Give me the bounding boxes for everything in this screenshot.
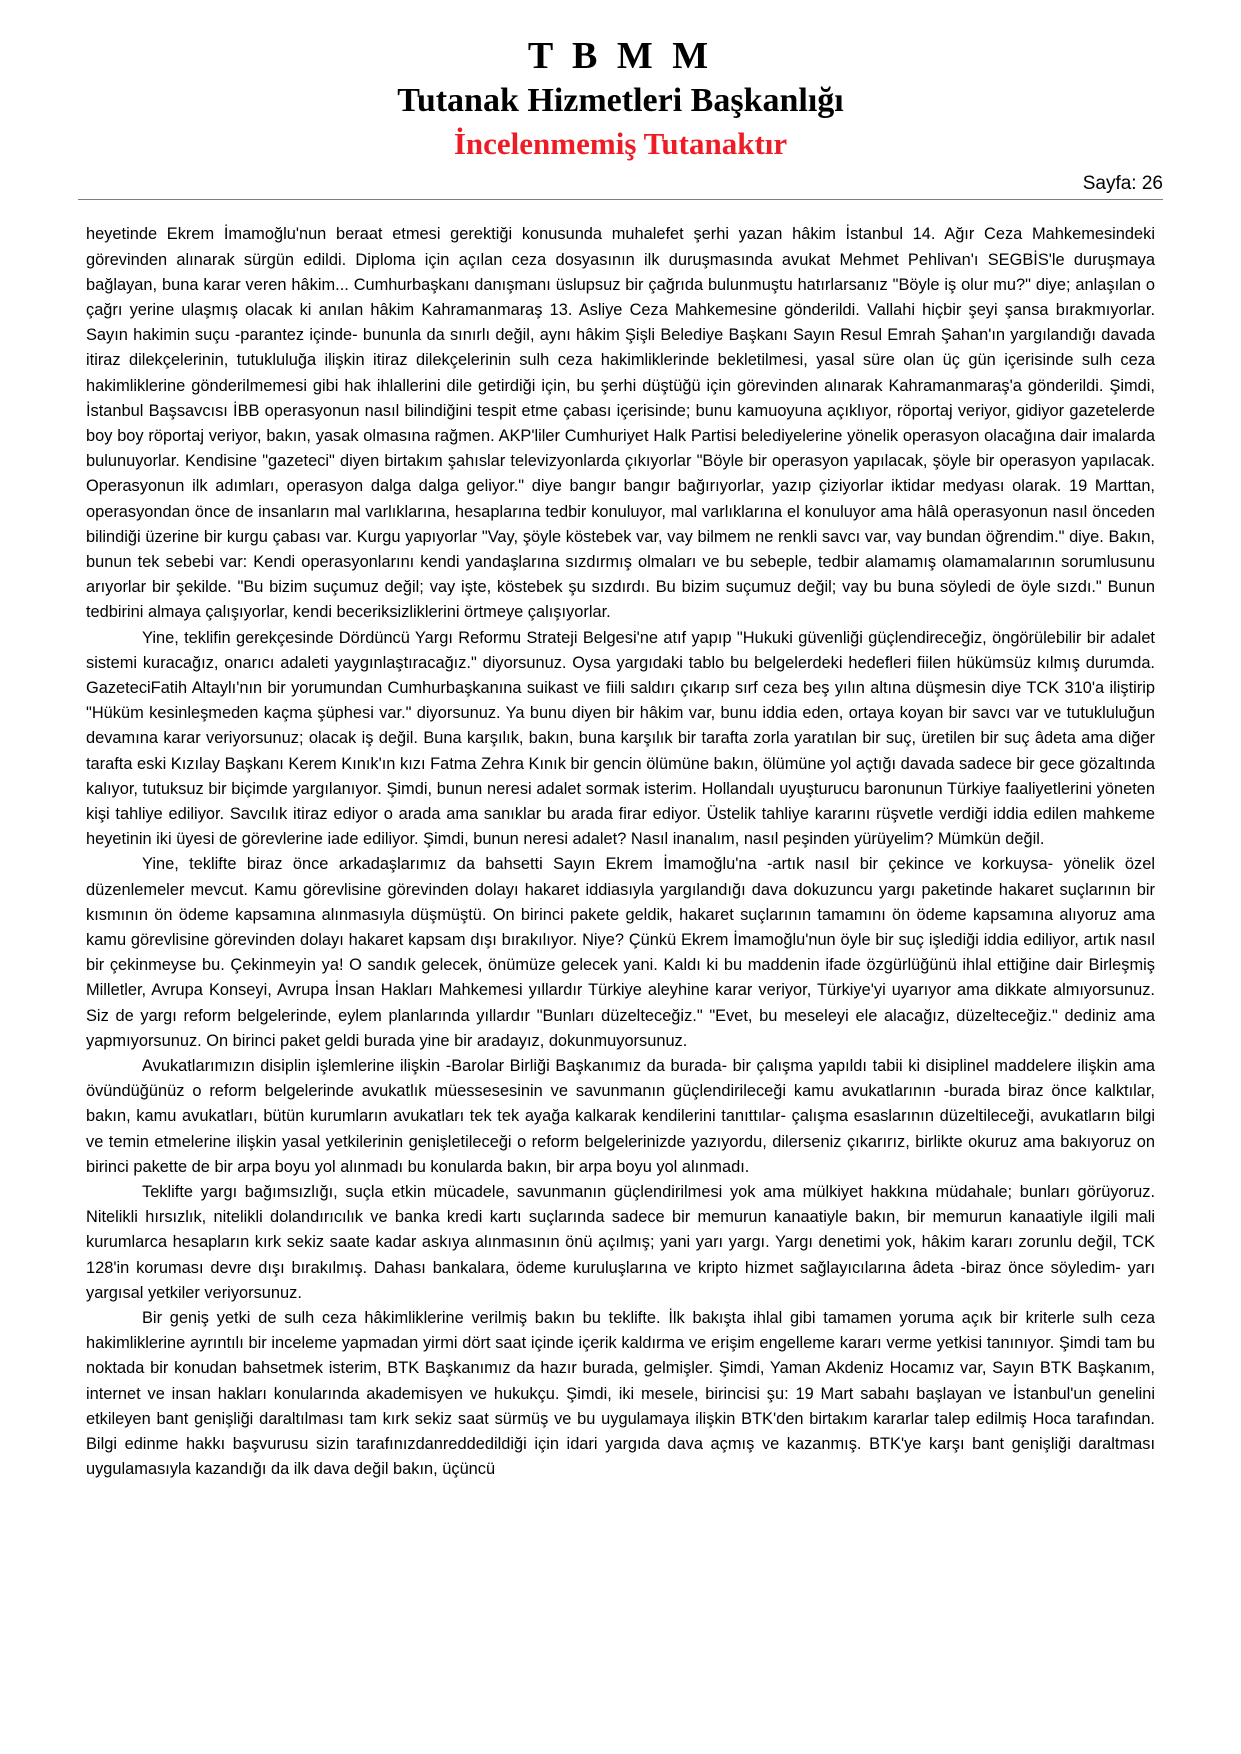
paragraph: Bir geniş yetki de sulh ceza hâkimliklerine verilmiş bakın bu teklifte. İlk bakışta ihlal gibi tamamen yoruma açık bir kriterle sulh ceza hakimliklerine ayrıntılı bir inceleme yapmadan yirmi dört saat içinde içerik kaldırma ve erişim engelleme kararı verme yetkisi tanınıyor. Şimdi tam bu noktada bir konudan bahsetmek isterim, BTK Başkanımız da hazır burada, gelmişler. Şimdi, Yaman Akdeniz Hocamız var, Sayın BTK Başkanım, internet ve insan hakları konularında akademisyen ve hukukçu. Şimdi, iki mesele, birincisi şu: 19 Mart sabahı başlayan ve İstanbul'un genelini etkileyen bant genişliği daraltılması tam kırk sekiz saat sürmüş ve bu uygulamaya ilişkin BTK'den birtakım kararlar talep edilmiş Hoca tarafından. Bilgi edinme hakkı başvurusu sizin tarafınızdanreddedildiği için idari yargıda dava açmış ve kazanmış. BTK'ye karşı bant genişliği daraltması uygulamasıyla kazandığı da ilk dava değil bakın, üçüncü <box>86 1309 1155 1479</box>
paragraph: Avukatlarımızın disiplin işlemlerine ilişkin -Barolar Birliği Başkanımız da burada- bir çalışma yapıldı tabii ki disiplinel maddelere ilişkin ama övündüğünüz o reform belgelerinde avukatlık müessesesinin ve savunmanın güçlendirileceği kamu avukatlarının -burada biraz önce kalktılar, bakın, kamu avukatları, bütün kurumların avukatları tek tek ayağa kalkarak kendilerini tanıttılar- çalışma esaslarının düzeltileceği, avukatların bilgi ve temin etmelerine ilişkin yasal yetkilerinin genişletileceği o reform belgelerinizde yazıyordu, dilerseniz çıkarırız, birlikte okuruz ama bakıyoruz on birinci pakette de bir arpa boyu yol alınmadı bu konularda bakın, bir arpa boyu yol alınmadı. <box>86 1057 1155 1176</box>
header-divider <box>78 199 1163 200</box>
header-subtitle-department: Tutanak Hizmetleri Başkanlığı <box>397 82 844 120</box>
page-number-label: Sayfa: 26 <box>1082 173 1163 195</box>
paragraph: heyetinde Ekrem İmamoğlu'nun beraat etmesi gerektiği konusunda muhalefet şerhi yazan hâkim İstanbul 14. Ağır Ceza Mahkemesindeki görevinden alınarak sürgün edildi. Diploma için açılan ceza dosyasının ilk duruşmasında avukat Mehmet Pehlivan'ı SEGBİS'le duruşmaya bağlayan, buna karar veren hâkim... Cumhurbaşkanı danışmanı üslupsuz bir çağrıda bulunmuştu hatırlarsanız "Böyle iş olur mu?" diye; anlaşılan o çağrı yerine ulaşmış olacak ki anılan hâkim Kahramanmaraş 13. Asliye Ceza Mahkemesine gönderildi. Vallahi hiçbir şeyi şansa bırakmıyorlar. Sayın hakimin suçu -parantez içinde- bununla da sınırlı değil, aynı hâkim Şişli Belediye Başkanı Sayın Resul Emrah Şahan'ın yargılandığı davada itiraz dilekçelerinin, tutukluluğa ilişkin itiraz dilekçelerinin sulh ceza hakimliklerinde bekletilmesi, yasal süre olan üç gün içerisinde sulh ceza hakimliklerine gönderilmemesi gibi hak ihlallerini dile getirdiği için, bu şerhi düştüğü için görevinden alınarak Kahramanmaraş'a gönderildi. Şimdi, İstanbul Başsavcısı İBB operasyonun nasıl bilindiğini tespit etme çabası içerisinde; bunu kamuoyuna açıklıyor, röportaj veriyor, gidiyor gazetelerde boy boy röportaj veriyor, bakın, yasak olmasına rağmen. AKP'liler Cumhuriyet Halk Partisi belediyelerine yönelik operasyon olacağına dair imalarda bulunuyorlar. Kendisine "gazeteci" diyen birtakım şahıslar televizyonlarda çıkıyorlar "Böyle bir operasyon yapılacak, şöyle bir operasyon yapılacak. Operasyonun ilk adımları, operasyon dalga dalga geliyor." diye bangır bangır bağırıyorlar, yazıp çiziyorlar iktidar medyası olarak. 19 Marttan, operasyondan önce de insanların mal varlıklarına, hesaplarına tedbir konuluyor, mal varlıklarına el konuluyor ama hâlâ operasyonun nasıl önceden bilindiği üzerine bir kurgu çabası var. Kurgu yapıyorlar "Vay, şöyle köstebek var, vay bilmem ne renkli savcı var, vay bundan öğrendim." diye. Bakın, bunun tek sebebi var: Kendi operasyonlarını kendi yandaşlarına sızdırmış olmaları ve bu sebeple, tedbir alamamış olamamalarının sorumlusunu arıyorlar bir şekilde. "Bu bizim suçumuz değil; vay işte, köstebek şu sızdırdı. Bu bizim suçumuz değil; vay bu buna söyledi de öyle sızdı." Bunun tedbirini almaya çalışıyorlar, kendi beceriksizliklerini örtmeye çalışıyorlar. <box>86 225 1155 622</box>
paragraph: Teklifte yargı bağımsızlığı, suçla etkin mücadele, savunmanın güçlendirilmesi yok ama mülkiyet hakkına müdahale; bunları görüyoruz. Nitelikli hırsızlık, nitelikli dolandırıcılık ve banka kredi kartı suçlarında sadece bir memurun kanaatiyle bakın, bir memurun kanaatiyle ilgili mali kurumlarca hesapların kırk sekiz saate kadar askıya alınmasının önü açılmış; yani yarı yargı. Yargı denetimi yok, hâkim kararı zorunlu değil, TCK 128'in koruması devre dışı bırakılmış. Dahası bankalara, ödeme kuruluşlarına ve kripto hizmet sağlayıcılarına âdeta -biraz önce söyledim- yarı yargısal yetkiler veriyorsunuz. <box>86 1183 1155 1302</box>
paragraph: Yine, teklifin gerekçesinde Dördüncü Yargı Reformu Strateji Belgesi'ne atıf yapıp "Hukuki güvenliği güçlendireceğiz, öngörülebilir bir adalet sistemi kuracağız, onarıcı adaleti yaygınlaştıracağız." diyorsunuz. Oysa yargıdaki tablo bu belgelerdeki hedefleri fiilen hükümsüz kılmış durumda. GazeteciFatih Altaylı'nın bir yorumundan Cumhurbaşkanına suikast ve fiili saldırı çıkarıp sırf ceza beş yılın altına düşmesin diye TCK 310'a iliştirip "Hüküm kesinleşmeden kaçma şüphesi var." diyorsunuz. Ya bunu diyen bir hâkim var, bunu iddia eden, ortaya koyan bir savcı var ve tutukluluğun devamına karar veriyorsunuz; olacak iş değil. Buna karşılık, bakın, buna karşılık bir tarafta zorla yaratılan bir suç, üretilen bir suç âdeta ama diğer tarafta eski Kızılay Başkanı Kerem Kınık'ın kızı Fatma Zehra Kınık bir gencin ölümüne bakın, ölümüne yol açtığı davada sadece bir gece gözaltında kalıyor, tutuksuz bir biçimde yargılanıyor. Şimdi, bunun neresi adalet sormak isterim. Hollandalı uyuşturucu baronunun Türkiye faaliyetlerini yöneten kişi tahliye ediliyor. Savcılık itiraz ediyor o arada ama sanıklar bu arada firar ediyor. Üstelik tahliye kararını rüşvetle verdiği iddia edilen mahkeme heyetinin iki üyesi de görevlerine iade ediliyor. Şimdi, bunun neresi adalet? Nasıl inanalım, nasıl peşinden yürüyelim? Mümkün değil. <box>86 628 1155 849</box>
paragraph: Yine, teklifte biraz önce arkadaşlarımız da bahsetti Sayın Ekrem İmamoğlu'na -artık nasıl bir çekince ve korkuysa- yönelik özel düzenlemeler mevcut. Kamu görevlisine görevinden dolayı hakaret iddiasıyla yargılandığı dava dokuzuncu yargı paketinde hakaret suçlarının bir kısmının ön ödeme kapsamına alınmasıyla düşmüştü. On birinci pakete geldik, hakaret suçlarının tamamını ön ödeme kapsamına alıyoruz ama kamu görevlisine görevinden dolayı hakaret kapsam dışı bırakılıyor. Niye? Çünkü Ekrem İmamoğlu'nun öyle bir suç işlediği iddia ediliyor, artık nasıl bir çekinmeyse bu. Çekinmeyin ya! O sandık gelecek, önümüze gelecek yani. Kaldı ki bu maddenin ifade özgürlüğünü ihlal ettiğine dair Birleşmiş Milletler, Avrupa Konseyi, Avrupa İnsan Hakları Mahkemesi yıllardır Türkiye aleyhine karar veriyor, Türkiye'yi uyarıyor ama dikkate almıyorsunuz. Siz de yargı reform belgelerinde, eylem planlarında yıllardır "Bunları düzelteceğiz." "Evet, bu meseleyi ele alacağız, düzelteceğiz." dediniz ama yapmıyorsunuz. On birinci paket geldi burada yine bir aradayız, dokunmuyorsunuz. <box>86 855 1155 1050</box>
document-body <box>86 222 1155 1482</box>
header-notice-uninspected: İncelenmemiş Tutanaktır <box>453 125 788 161</box>
header-title-tbmm: T B M M <box>527 35 714 77</box>
document-header <box>0 0 1241 163</box>
